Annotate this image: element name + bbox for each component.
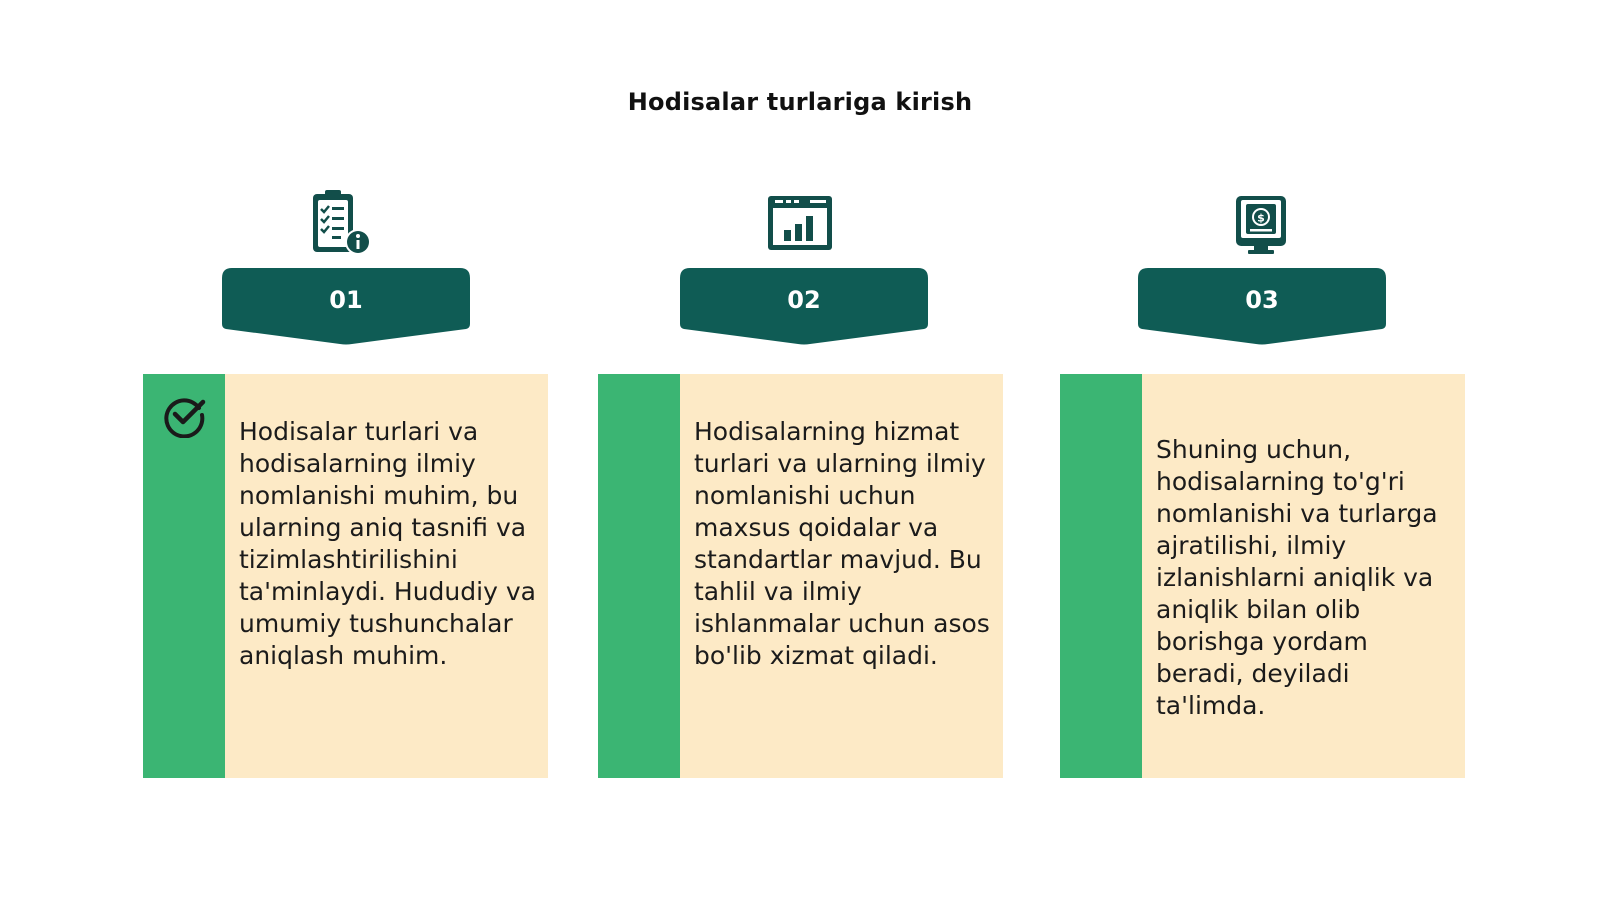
bar-chart-window-icon [764, 186, 836, 258]
step-description-2: Hodisalarning hizmat turlari va ularning ilmiy nomlanishi uchun maxsus qoidalar va standartlar mavjud. Bu tahlil va ilmiy ishlanmalar uchun asos bo'lib xizmat qiladi. [694, 417, 990, 670]
step-card-2 [598, 374, 1003, 778]
card-accent-bar [598, 374, 680, 778]
step-badge-3 [1138, 268, 1386, 348]
money-monitor-icon [1226, 186, 1298, 258]
svg-text:$: $ [1257, 211, 1265, 225]
step-number-3: 03 [1245, 286, 1279, 314]
step-card-3 [1060, 374, 1465, 778]
step-description-1: Hodisalar turlari va hodisalarning ilmiy nomlanishi muhim, bu ularning aniq tasnifi va tizimlashtirilishini ta'minlaydi. Hududiy va umumiy tushunchalar aniqlash muhim. [239, 417, 536, 670]
page-title: Hodisalar turlariga kirish [627, 88, 973, 116]
step-badge-2 [680, 268, 928, 348]
step-number-2: 02 [787, 286, 821, 314]
card-accent-bar [1060, 374, 1142, 778]
step-description-3: Shuning uchun, hodisalarning to'g'ri nomlanishi va turlarga ajratilishi, ilmiy izlanishlarni aniqlik va aniqlik bilan olib borishga yordam beradi, deyiladi ta'limda. [1156, 435, 1438, 720]
step-number-1: 01 [329, 286, 363, 314]
